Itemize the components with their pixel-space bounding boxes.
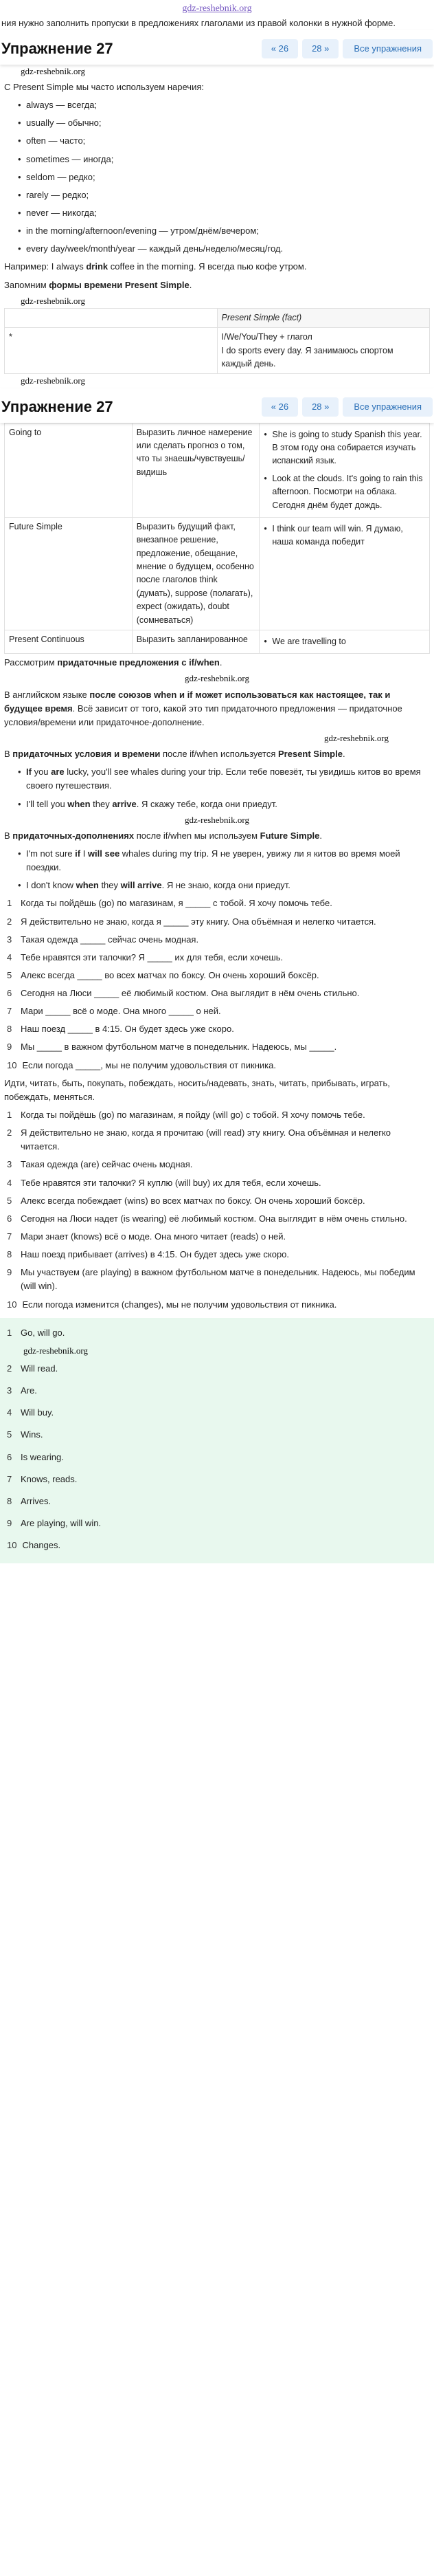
task-list <box>4 894 430 1074</box>
remember-forms: Запомним формы времени Present Simple. <box>4 279 192 290</box>
list-item: 3 Такая одежда _____ сейчас очень модная. <box>7 934 199 945</box>
list-item: • I think our team will win. Я думаю, наша команда победит <box>264 520 425 551</box>
list-item: • every day/week/month/year — каждый день/неделю/месяц/год. <box>18 240 430 258</box>
prev-exercise-button[interactable]: « 26 <box>262 39 298 58</box>
watermark: gdz-reshebnik.org <box>23 1345 88 1356</box>
paragraph: В придаточных условия и времени после if/when используется Present Simple. <box>4 749 345 760</box>
list-item: 9 Are playing, will win. <box>7 1518 102 1528</box>
adverbs-lead: С Present Simple мы часто используем наречия: <box>4 82 204 93</box>
list-item: 8 Arrives. <box>7 1495 52 1506</box>
list-item: 3 Такая одежда (are) сейчас очень модная. <box>7 1159 193 1170</box>
paragraph: Рассмотрим придаточные предложения с if/when. <box>4 657 222 668</box>
future-forms-table <box>4 423 430 654</box>
watermark: gdz-reshebnik.org <box>21 295 85 306</box>
adverbs-list <box>4 96 430 258</box>
list-item: • I'll tell you when they arrive. Я скажу тебе, когда они приедут. <box>18 795 430 813</box>
list-item: 6 Сегодня на Люси надет (is wearing) её любимый костюм. Она выглядит в нём очень стильно. <box>7 1213 407 1224</box>
intro-text: ния нужно заполнить пропуски в предложениях глаголами из правой колонки в нужной форме. <box>1 17 396 28</box>
all-exercises-button[interactable]: Все упражнения <box>343 397 433 417</box>
task-section <box>0 894 434 1313</box>
list-item: 4 Тебе нравятся эти тапочки? Я _____ их для тебя, если хочешь. <box>7 951 284 962</box>
list-item: 1 Go, will go. <box>7 1327 65 1338</box>
theory-section <box>0 65 434 388</box>
table-row: Going to Выразить личное намерение или сделать прогноз о том, что ты знаешь/чувствуешь/видишь • She is going to study Spanish this year. В этом году она собирается изучать испанский язык. • Look at the clouds. It's going to rain this afternoon. Посмотри на облака. Сегодня днём будет дождь. <box>5 423 430 517</box>
exercise-nav-bar <box>0 30 434 65</box>
present-simple-table <box>4 308 430 375</box>
examples-list <box>4 763 430 813</box>
list-item: 1 Когда ты пойдёшь (go) по магазинам, я пойду (will go) с тобой. Я хочу помочь тебе. <box>7 1110 365 1121</box>
future-forms-section <box>0 423 434 895</box>
paragraph: В английском языке после союзов when и if может использоваться как настоящее, так и будущее время. Всё зависит от того, какой это тип придаточного предложения — придаточное условия/времени или придаточное-дополнение. <box>4 689 402 727</box>
table-row: Present Continuous Выразить запланированное • We are travelling to <box>5 630 430 653</box>
filled-task-list <box>4 1106 430 1314</box>
list-item: • Look at the clouds. It's going to rain this afternoon. Посмотри на облака. Сегодня днём будет дождь. <box>264 470 425 514</box>
list-item: • never — никогда; <box>18 204 430 222</box>
all-exercises-button[interactable]: Все упражнения <box>343 39 433 58</box>
list-item: 1 Когда ты пойдёшь (go) по магазинам, я _____ с тобой. Я хочу помочь тебе. <box>7 898 332 909</box>
list-item: • often — часто; <box>18 132 430 150</box>
list-item: 3 Are. <box>7 1385 37 1396</box>
list-item: 2 Я действительно не знаю, когда я прочитаю (will read) эту книгу. Она объёмная и нелегко читается. <box>7 1127 391 1152</box>
list-item: 2 Will read. <box>7 1363 58 1374</box>
list-item: 5 Алекс всегда _____ во всех матчах по боксу. Он очень хороший боксёр. <box>7 969 319 980</box>
list-item: 4 Тебе нравятся эти тапочки? Я куплю (will buy) их для тебя, если хочешь. <box>7 1177 321 1188</box>
list-item: 8 Наш поезд прибывает (arrives) в 4:15. Он будет здесь уже скоро. <box>7 1249 290 1260</box>
table-cell: * <box>5 328 218 374</box>
list-item: • If you are lucky, you'll see whales during your trip. Если тебе повезёт, ты увидишь китов во время своего путешествия. <box>18 763 430 795</box>
list-item: 7 Мари _____ всё о моде. Она много _____ о ней. <box>7 1006 221 1017</box>
list-item: 10 Если погода изменится (changes), мы не получим удовольствия от пикника. <box>7 1299 337 1310</box>
watermark: gdz-reshebnik.org <box>185 673 249 684</box>
watermark: gdz-reshebnik.org <box>21 375 85 386</box>
table-row: Future Simple Выразить будущий факт, внезапное решение, предложение, обещание, мнение о будущем, особенно после глаголов think (думать), suppose (полагать), expect (ожидать), doubt (сомневаться) • I think our team will win. Я думаю, наша команда победит <box>5 517 430 630</box>
list-item: 8 Наш поезд _____ в 4:15. Он будет здесь уже скоро. <box>7 1024 234 1035</box>
verbs-line: Идти, читать, быть, покупать, побеждать, носить/надевать, знать, читать, прибывать, играть, побеждать, меняться. <box>4 1077 390 1102</box>
list-item: 4 Will buy. <box>7 1407 54 1418</box>
answers-panel <box>0 1318 434 1564</box>
table-header: Present Simple (fact) <box>217 308 430 327</box>
list-item: • rarely — редко; <box>18 186 430 204</box>
list-item: • sometimes — иногда; <box>18 151 430 168</box>
next-exercise-button[interactable]: 28 » <box>302 39 339 58</box>
list-item: 9 Мы _____ в важном футбольном матче в понедельник. Надеюсь, мы _____. <box>7 1042 337 1053</box>
watermark: gdz-reshebnik.org <box>324 732 389 743</box>
list-item: • I don't know when they will arrive. Я не знаю, когда они приедут. <box>18 877 430 894</box>
list-item: • always — всегда; <box>18 96 430 114</box>
watermark: gdz-reshebnik.org <box>21 65 85 76</box>
list-item: 5 Wins. <box>7 1429 43 1440</box>
answers-list <box>4 1322 430 1557</box>
exercise-pager <box>262 397 433 417</box>
list-item: • in the morning/afternoon/evening — утром/днём/вечером; <box>18 222 430 240</box>
next-exercise-button[interactable]: 28 » <box>302 397 339 417</box>
list-item: • seldom — редко; <box>18 168 430 186</box>
watermark-top[interactable]: gdz-reshebnik.org <box>182 3 252 14</box>
list-item: 7 Knows, reads. <box>7 1473 78 1484</box>
paragraph: В придаточных-дополнениях после if/when мы используем Future Simple. <box>4 830 322 841</box>
exercise-title: Упражнение 27 <box>1 39 113 57</box>
list-item: • I'm not sure if I will see whales during my trip. Я не уверен, увижу ли я китов во время моей поездки. <box>18 845 430 877</box>
list-item: • We are travelling to <box>264 633 425 650</box>
list-item: 10 Если погода _____, мы не получим удовольствия от пикника. <box>7 1059 276 1070</box>
list-item: 7 Мари знает (knows) всё о моде. Она много читает (reads) о ней. <box>7 1231 286 1242</box>
list-item: 5 Алекс всегда побеждает (wins) во всех матчах по боксу. Он очень хороший боксёр. <box>7 1195 365 1206</box>
prev-exercise-button[interactable]: « 26 <box>262 397 298 417</box>
watermark: gdz-reshebnik.org <box>185 814 249 825</box>
list-item: 6 Сегодня на Люси _____ её любимый костюм. Она выглядит в нём очень стильно. <box>7 988 360 999</box>
list-item: 9 Мы участвуем (are playing) в важном футбольном матче в понедельник. Надеюсь, мы победим (will win). <box>7 1267 415 1292</box>
list-item: • usually — обычно; <box>18 114 430 132</box>
list-item: • She is going to study Spanish this year. В этом году она собирается изучать испанский язык. <box>264 426 425 470</box>
table-cell: I/We/You/They + глагол I do sports every day. Я занимаюсь спортом каждый день. <box>217 328 430 374</box>
list-item: 10 Changes. <box>7 1540 61 1551</box>
exercise-pager <box>262 39 433 58</box>
list-item: 6 Is wearing. <box>7 1451 64 1462</box>
example-sentence: Например: I always drink coffee in the morning. Я всегда пью кофе утром. <box>4 261 307 272</box>
exercise-nav-bar-repeat <box>0 388 434 423</box>
list-item: 2 Я действительно не знаю, когда я _____ эту книгу. Она объёмная и нелегко читается. <box>7 916 376 927</box>
examples-list <box>4 845 430 894</box>
exercise-title: Упражнение 27 <box>1 397 113 415</box>
